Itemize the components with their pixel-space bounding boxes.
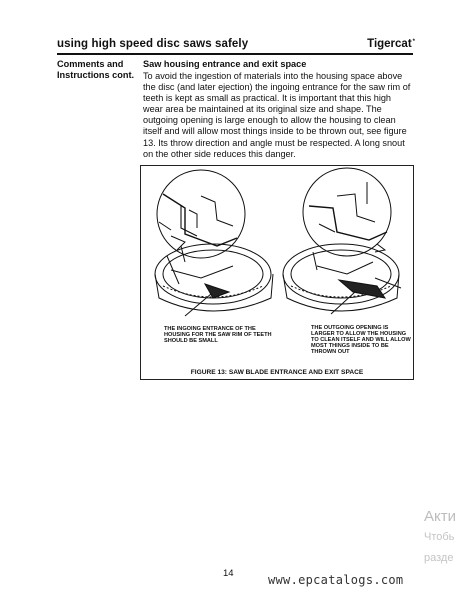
side-label-line2: Instructions cont.: [57, 69, 135, 80]
right-callout-text: THE OUTGOING OPENING IS LARGER TO ALLOW THE HOUSING TO CLEAN ITSELF AND WILL ALLOW MOST THINGS INSIDE TO BE THROWN OUT: [311, 325, 411, 356]
right-detail-circle: [303, 168, 391, 256]
left-callout-text: THE INGOING ENTRANCE OF THE HOUSING FOR THE SAW RIM OF TEETH SHOULD BE SMALL: [164, 326, 272, 345]
page-number: 14: [223, 568, 234, 579]
watermark-url: www.epcatalogs.com: [268, 573, 404, 587]
activation-overlay-line1: Акти: [424, 508, 456, 525]
header-rule: [57, 53, 413, 55]
side-label: [57, 59, 137, 80]
section-heading: Saw housing entrance and exit space: [143, 59, 307, 69]
brand-logo: Tigercat*: [367, 38, 415, 50]
figure-caption: FIGURE 13: SAW BLADE ENTRANCE AND EXIT SPACE: [190, 369, 364, 376]
side-label-line1: Comments and: [57, 59, 124, 69]
body-paragraph: To avoid the ingestion of materials into the housing space above the disc (and later ejection) the ingoing entrance for the saw rim of teeth is kept as small as practical. It is important that this high wear area be maintained at its original size and shape. The outgoing opening is large enough to allow the housing to clean itself and will allow most things inside to be thrown out, see figure 13. Its throw direction and angle must be respected. A long snout on the other side reduces this danger.: [143, 71, 411, 159]
activation-overlay-line3: разде: [424, 552, 454, 564]
activation-overlay-line2: Чтобь: [424, 531, 455, 543]
page-header-title: using high speed disc saws safely: [57, 38, 249, 50]
